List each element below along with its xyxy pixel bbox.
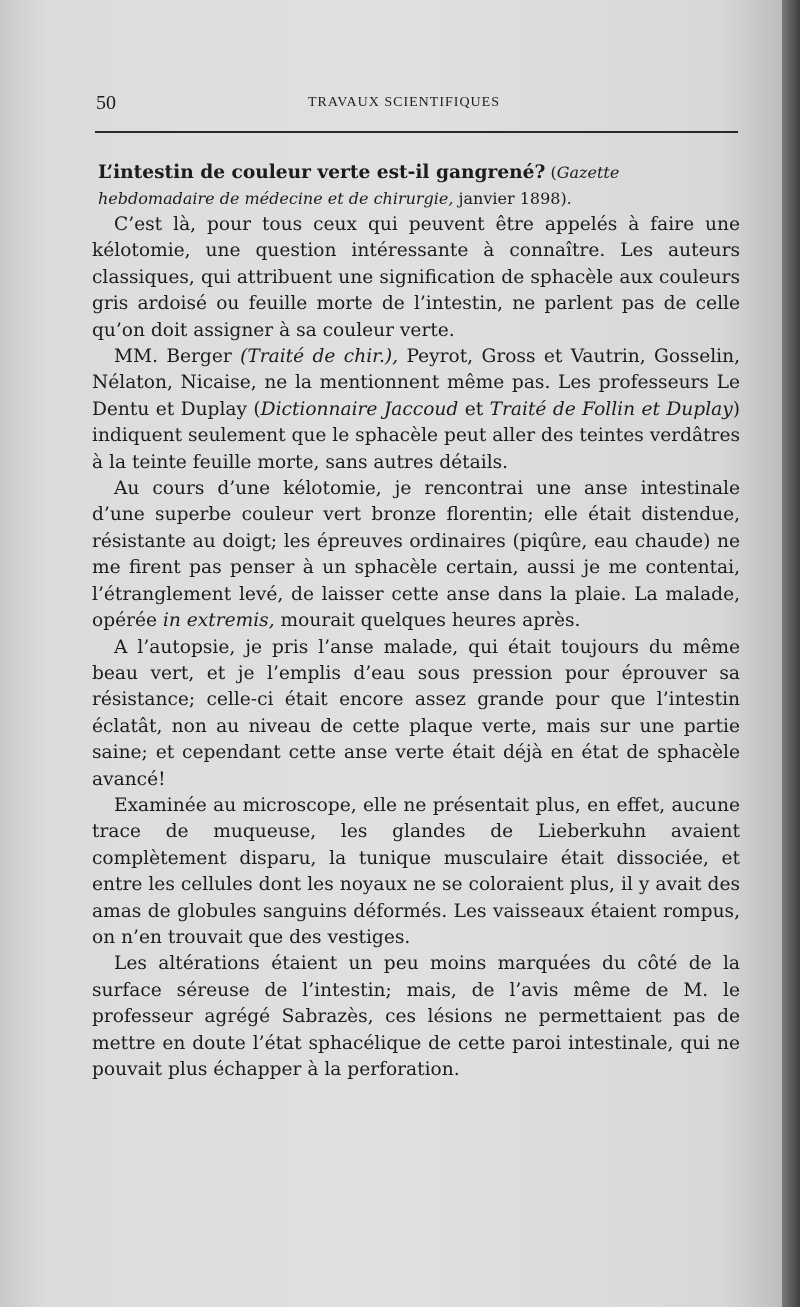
article-body <box>92 160 740 1083</box>
paragraph-2: MM. Berger (Traité de chir.), Peyrot, Gross et Vautrin, Gosselin, Nélaton, Nicaise, ne la mentionnent même pas. Les professeurs Le Dentu et Duplay (Dictionnaire Jaccoud et Traité de Follin et Duplay) indiquent seulement que le sphacèle peut aller des teintes verdâtres à la teinte feuille morte, sans autres détails. <box>92 346 740 473</box>
citation-date: janvier 1898). <box>453 189 572 208</box>
paragraph-5: Examinée au microscope, elle ne présentait plus, en effet, aucune trace de muqueuse, les glandes de Lieberkuhn avaient complètement disparu, la tunique musculaire était dissociée, et entre les cellules dont les noyaux ne se coloraient plus, il y avait des amas de globules sanguins déformés. Les vaisseaux étaient rompus, on n’en trouvait que des vestiges. <box>92 794 740 948</box>
article-heading <box>92 160 740 212</box>
header-rule <box>95 131 738 133</box>
paragraph-1: C’est là, pour tous ceux qui peuvent être appelés à faire une kélotomie, une question intéressante à connaître. Les auteurs classiques, qui attribuent une signification de sphacèle aux couleurs gris ardoisé ou feuille morte de l’intestin, ne parlent pas de celle qu’on doit assigner à sa couleur verte. <box>92 214 740 341</box>
page-number: 50 <box>96 92 116 114</box>
article-citation: (Gazette hebdomadaire de médecine et de chirurgie, janvier 1898). <box>98 163 620 208</box>
running-title: TRAVAUX SCIENTIFIQUES <box>308 95 501 110</box>
paragraph-3: Au cours d’une kélotomie, je rencontrai une anse intestinale d’une superbe couleur vert bronze florentin; elle était distendue, résistante au doigt; les épreuves ordinaires (piqûre, eau chaude) ne me firent pas penser à un sphacèle certain, aussi je me contentai, l’étranglement levé, de laisser cette anse dans la plaie. La malade, opérée in extremis, mourait quelques heures après. <box>92 478 740 632</box>
citation-journal: Gazette hebdomadaire de médecine et de chirurgie, <box>98 163 620 208</box>
page-header <box>96 92 738 116</box>
paragraph-6: Les altérations étaient un peu moins marquées du côté de la surface séreuse de l’intestin; mais, de l’avis même de M. le professeur agrégé Sabrazès, ces lésions ne permettaient pas de mettre en doute l’état sphacélique de cette paroi intestinale, qui ne pouvait plus échapper à la perforation. <box>92 953 740 1080</box>
article-title: L’intestin de couleur verte est-il gangrené? <box>98 162 546 183</box>
paragraph-4: A l’autopsie, je pris l’anse malade, qui était toujours du même beau vert, et je l’emplis d’eau sous pression pour éprouver sa résistance; celle-ci était encore assez grande pour que l’intestin éclatât, non au niveau de cette plaque verte, mais sur une partie saine; et cependant cette anse verte était déjà en état de sphacèle avancé! <box>92 636 740 790</box>
page-spine-shadow <box>782 0 800 1307</box>
